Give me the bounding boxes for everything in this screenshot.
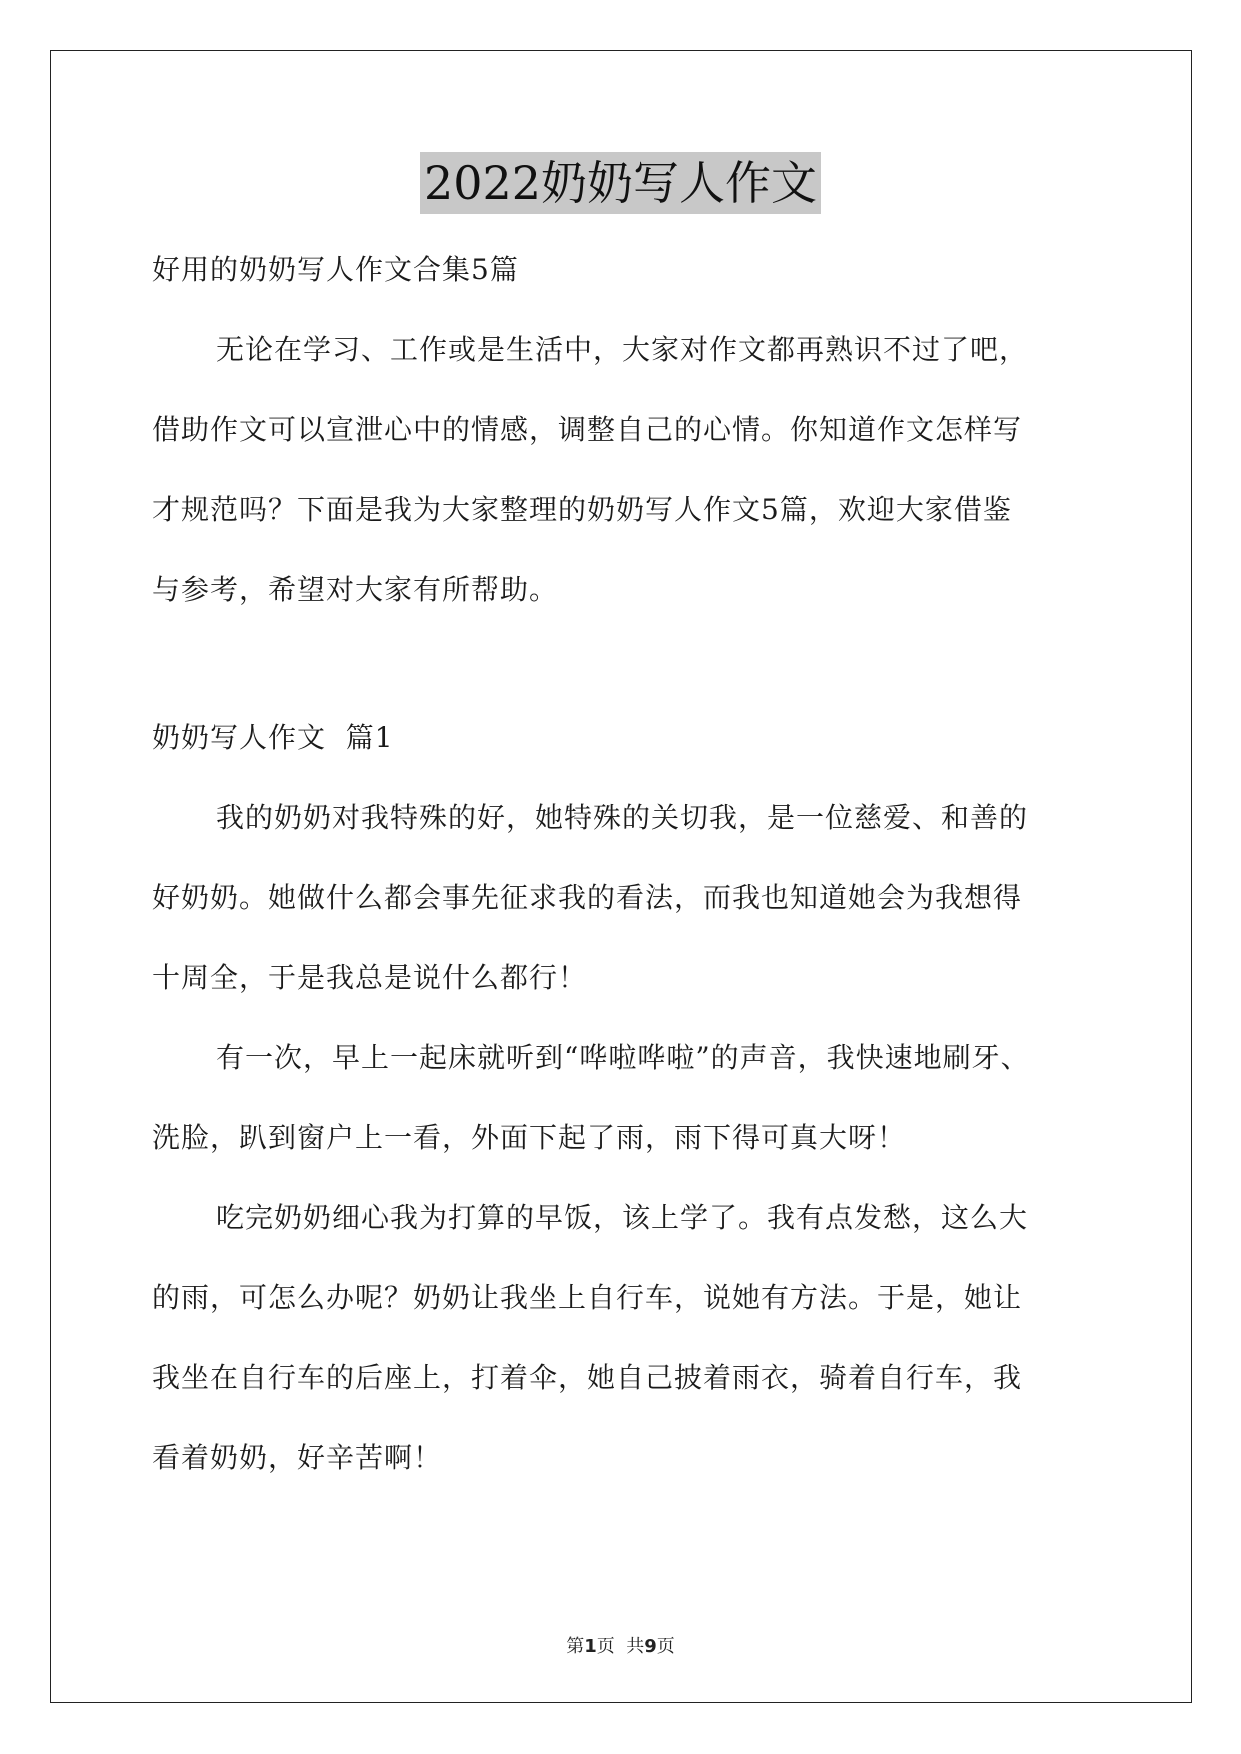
intro-line: 才规范吗？下面是我为大家整理的奶奶写人作文5篇，欢迎大家借鉴	[152, 493, 1012, 526]
paragraph-line: 洗脸，趴到窗户上一看，外面下起了雨，雨下得可真大呀！	[152, 1121, 907, 1154]
paragraph-line: 有一次，早上一起床就听到“哗啦哗啦”的声音，我快速地刷牙、	[216, 1041, 1030, 1074]
page-footer	[0, 1632, 1241, 1658]
paragraph-line: 我坐在自行车的后座上，打着伞，她自己披着雨衣，骑着自行车，我	[152, 1361, 1023, 1394]
intro-line: 与参考，希望对大家有所帮助。	[152, 573, 559, 606]
document-body	[152, 230, 1102, 1498]
section-heading: 奶奶写人作文 篇1	[152, 721, 394, 754]
paragraph-line: 好奶奶。她做什么都会事先征求我的看法，而我也知道她会为我想得	[152, 881, 1023, 914]
document-title: 2022奶奶写人作文	[420, 152, 821, 214]
total-pages-number: 9	[644, 1636, 657, 1657]
footer-middle: 页 共	[596, 1636, 645, 1657]
paragraph-line: 吃完奶奶细心我为打算的早饭，该上学了。我有点发愁，这么大	[216, 1201, 1029, 1234]
paragraph-line: 的雨，可怎么办呢？奶奶让我坐上自行车，说她有方法。于是，她让	[152, 1281, 1023, 1314]
paragraph-line: 看着奶奶，好辛苦啊！	[152, 1441, 443, 1474]
paragraph-line: 十周全，于是我总是说什么都行！	[152, 961, 588, 994]
intro-line: 借助作文可以宣泄心中的情感，调整自己的心情。你知道作文怎样写	[152, 413, 1023, 446]
current-page-number: 1	[584, 1636, 597, 1657]
paragraph-line: 我的奶奶对我特殊的好，她特殊的关切我，是一位慈爱、和善的	[216, 801, 1029, 834]
footer-suffix: 页	[656, 1636, 675, 1657]
document-subtitle: 好用的奶奶写人作文合集5篇	[152, 253, 519, 286]
title-container	[0, 152, 1241, 214]
footer-prefix: 第	[566, 1636, 585, 1657]
section-gap	[152, 630, 1102, 698]
intro-line: 无论在学习、工作或是生活中，大家对作文都再熟识不过了吧，	[216, 333, 1029, 366]
